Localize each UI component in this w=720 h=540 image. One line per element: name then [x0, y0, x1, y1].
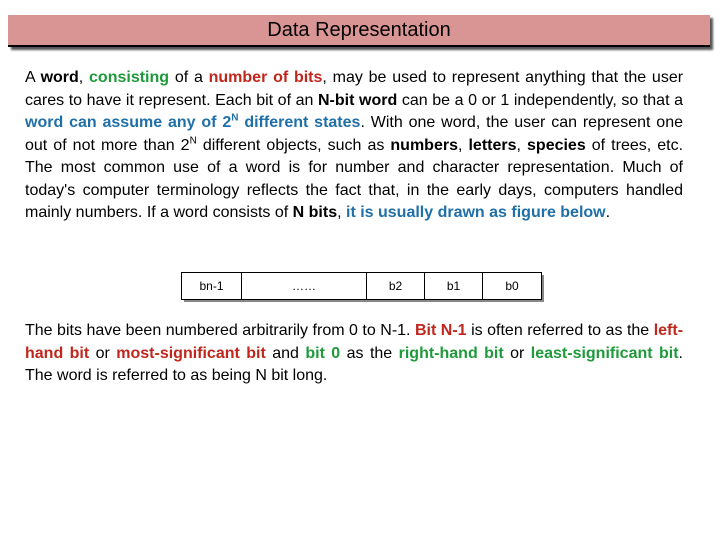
term-number-of-bits: number of bits: [208, 69, 323, 86]
text-run: . With one word, the user can represent one out of not more than 2: [25, 114, 684, 154]
text-run: as the: [340, 344, 399, 362]
text-run: ,: [457, 136, 469, 154]
term-least-significant-bit: least-significant bit: [530, 344, 679, 362]
text-run: and: [265, 344, 306, 362]
bit-cell-ellipsis: ……: [242, 273, 367, 299]
term-most-significant-bit: most-significant bit: [116, 344, 266, 362]
superscript-n: N: [189, 135, 197, 147]
text-run: of trees, etc. The most common use of a word is for number and character representation. Much of today's computer terminology reflects the fact that, in the early days, computers handled mainly numbers. If a word consists of: [25, 136, 684, 221]
term-species: species: [527, 136, 586, 154]
term-numbers: numbers: [390, 136, 458, 154]
text-run: of a: [169, 69, 209, 86]
text-run: The bits have been numbered arbitrarily from 0 to N-1.: [25, 322, 415, 339]
text-run: ,: [516, 136, 528, 154]
term-different-states: different states: [238, 114, 361, 131]
term-right-hand-bit: right-hand bit: [398, 344, 504, 362]
text-run: is often referred to as the: [466, 322, 654, 339]
term-bit-n-1: Bit N-1: [414, 322, 467, 339]
text-run: different objects, such as: [196, 136, 391, 154]
superscript-n: N: [231, 112, 239, 124]
term-left-hand-bit: left-hand bit: [25, 322, 684, 362]
term-n-bits: N bits: [292, 204, 338, 221]
bit-cell-b1: b1: [425, 273, 483, 299]
text-run: or: [503, 344, 531, 362]
bit-cell-lsb: b0: [505, 279, 519, 293]
term-consisting: consisting: [89, 69, 170, 86]
text-run: ,: [337, 204, 346, 221]
text-run: or: [89, 344, 117, 362]
text-run: ,: [78, 69, 90, 86]
term-n-bit-word: N-bit word: [318, 91, 398, 109]
text-run: can be a 0 or 1 independently, so that a: [397, 91, 684, 109]
bit-diagram: [181, 272, 542, 300]
paragraph-bit-numbering: [25, 320, 683, 388]
term-bit-0: bit 0: [305, 344, 341, 362]
term-letters: letters: [468, 136, 517, 154]
term-word-states: word can assume any of 2: [25, 114, 232, 131]
text-run: A: [25, 69, 41, 86]
text-run: .: [605, 204, 611, 221]
slide-title: Data Representation: [8, 15, 710, 47]
text-run: . The word is referred to as being N bit long.: [25, 344, 683, 384]
paragraph-word-definition: [25, 67, 683, 225]
text-run: , may be used to represent anything that the user cares to have it represent. Each bit of an: [25, 69, 684, 109]
bit-cell-b2: b2: [367, 273, 425, 299]
bit-cell-msb: bn-1: [182, 273, 242, 299]
term-word: word: [40, 69, 79, 86]
term-drawn-as-figure: it is usually drawn as figure below: [346, 204, 606, 221]
